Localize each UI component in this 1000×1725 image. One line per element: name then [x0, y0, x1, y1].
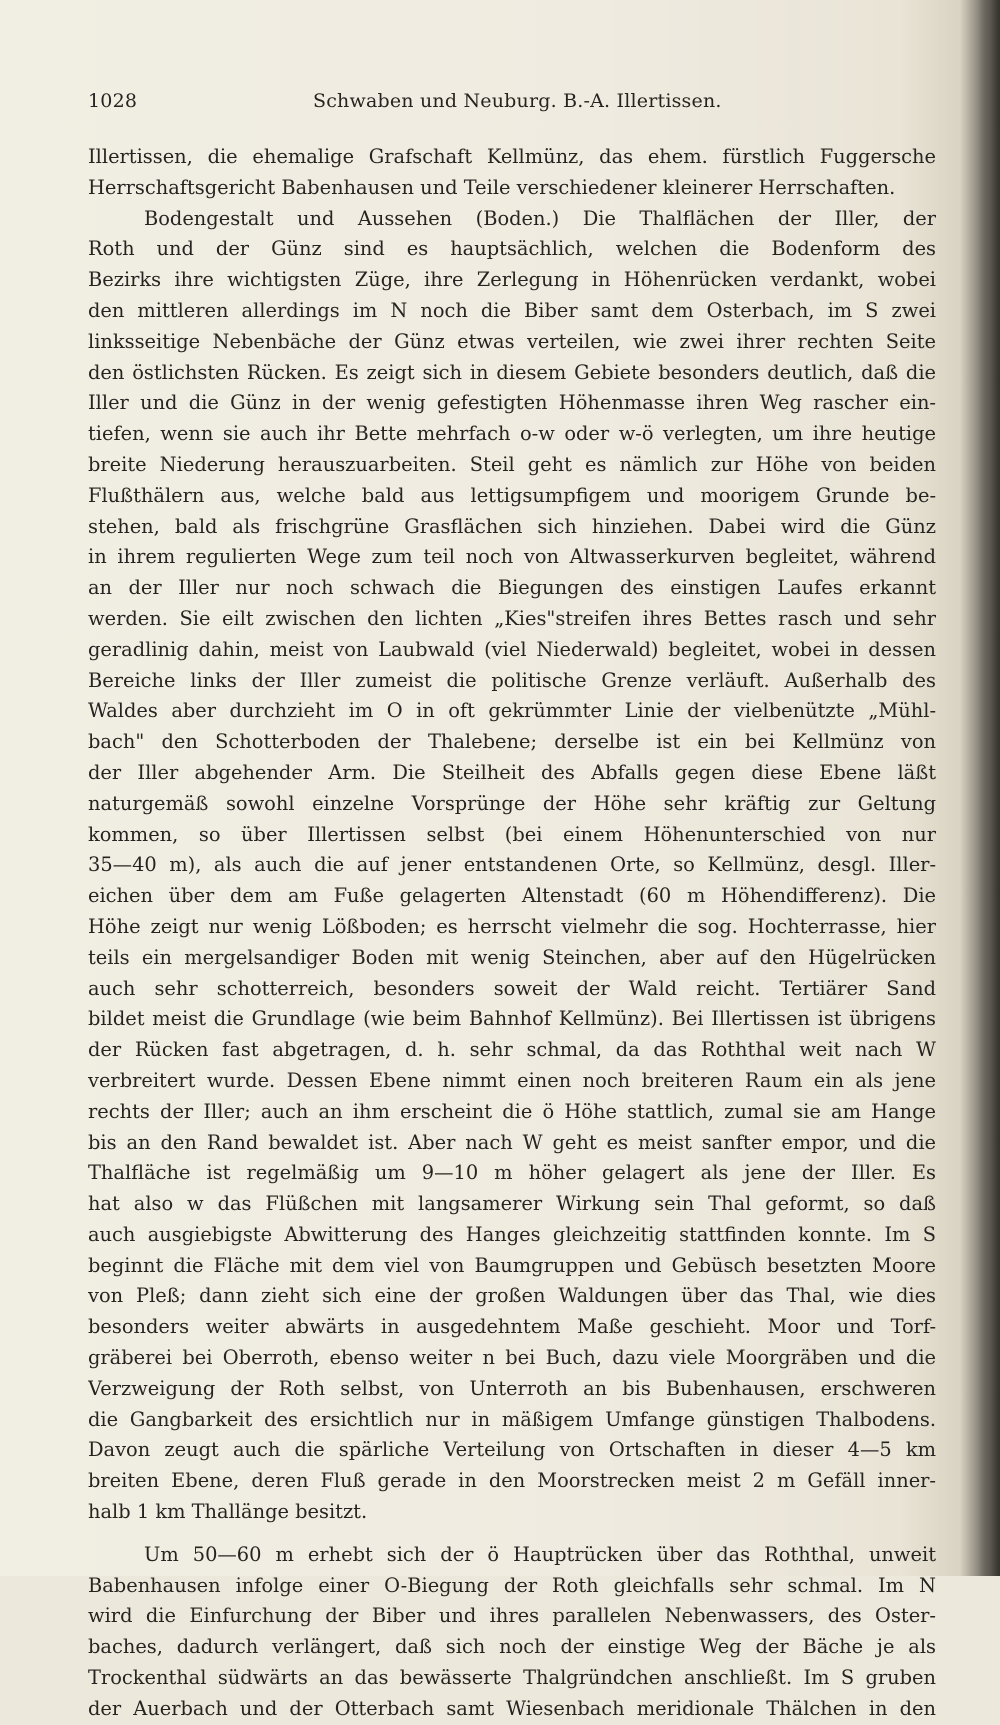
- text-line: der Rücken fast abgetragen, d. h. sehr schmal, da das Roththal weit nach W: [88, 1038, 936, 1062]
- text-line: auch sehr schotterreich, besonders soweit der Wald reicht. Tertiärer Sand: [88, 976, 936, 1000]
- text-line: 35—40 m), als auch die auf jener entstandenen Orte, so Kellmünz, desgl. Iller-: [88, 853, 936, 877]
- text-line: Um 50—60 m erhebt sich der ö Hauptrücken über das Roththal, unweit: [144, 1542, 936, 1566]
- text-line: werden. Sie eilt zwischen den lichten „Kies"streifen ihres Bettes rasch und sehr: [88, 606, 936, 630]
- text-line: bis an den Rand bewaldet ist. Aber nach W geht es meist sanfter empor, und die: [88, 1130, 936, 1154]
- text-line: in ihrem regulierten Wege zum teil noch von Altwasserkurven begleitet, während: [88, 545, 936, 569]
- text-line: Verzweigung der Roth selbst, von Unterroth an bis Bubenhausen, erschweren: [88, 1376, 936, 1400]
- text-line: gräberei bei Oberroth, ebenso weiter n bei Buch, dazu viele Moorgräben und die: [88, 1346, 936, 1370]
- text-line: an der Iller nur noch schwach die Biegungen des einstigen Laufes erkannt: [88, 576, 936, 600]
- paragraph: [88, 142, 936, 204]
- text-line: beginnt die Fläche mit dem viel von Baumgruppen und Gebüsch besetzten Moore: [88, 1253, 936, 1277]
- running-head: Schwaben und Neuburg. B.-A. Illertissen.: [313, 90, 722, 112]
- paragraph: [88, 1540, 936, 1725]
- page-number: 1028: [88, 90, 138, 112]
- page-header: [88, 90, 936, 120]
- text-line: Iller und die Günz in der wenig gefestigten Höhenmasse ihren Weg rascher ein-: [88, 391, 936, 415]
- text-line: Davon zeugt auch die spärliche Verteilung von Ortschaften in dieser 4—5 km: [88, 1438, 936, 1462]
- text-line: Thalfläche ist regelmäßig um 9—10 m höher gelagert als jene der Iller. Es: [88, 1161, 936, 1185]
- text-line: Bezirks ihre wichtigsten Züge, ihre Zerlegung in Höhenrücken verdankt, wobei: [88, 268, 936, 292]
- text-line: teils ein mergelsandiger Boden mit wenig Steinchen, aber auf den Hügelrücken: [88, 945, 936, 969]
- text-line: eichen über dem am Fuße gelagerten Altenstadt (60 m Höhendifferenz). Die: [88, 884, 936, 908]
- text-line: Bodengestalt und Aussehen (Boden.) Die Thalflächen der Iller, der: [144, 206, 936, 230]
- text-line: Trockenthal südwärts an das bewässerte Thalgründchen anschließt. Im S gruben: [88, 1666, 936, 1690]
- text-line: naturgemäß sowohl einzelne Vorsprünge der Höhe sehr kräftig zur Geltung: [88, 791, 936, 815]
- text-line: auch ausgiebigste Abwitterung des Hanges gleichzeitig stattfinden konnte. Im S: [88, 1222, 936, 1246]
- text-line: Waldes aber durchzieht im O in oft gekrümmter Linie der vielbenützte „Mühl-: [88, 699, 936, 723]
- text-line: breiten Ebene, deren Fluß gerade in den Moorstrecken meist 2 m Gefäll inner-: [88, 1469, 936, 1493]
- text-line: der Iller abgehender Arm. Die Steilheit des Abfalls gegen diese Ebene läßt: [88, 760, 936, 784]
- text-line: tiefen, wenn sie auch ihr Bette mehrfach o-w oder w-ö verlegten, um ihre heutige: [88, 422, 936, 446]
- text-line: Höhe zeigt nur wenig Lößboden; es herrscht vielmehr die sog. Hochterrasse, hier: [88, 914, 936, 938]
- text-line: bildet meist die Grundlage (wie beim Bahnhof Kellmünz). Bei Illertissen ist übrigens: [88, 1007, 936, 1031]
- body-text: [88, 142, 936, 1725]
- text-line: der Auerbach und der Otterbach samt Wiesenbach meridionale Thälchen in den: [88, 1696, 936, 1720]
- text-line: stehen, bald als frischgrüne Grasflächen sich hinziehen. Dabei wird die Günz: [88, 514, 936, 538]
- text-line: von Pleß; dann zieht sich eine der großen Waldungen über das Thal, wie dies: [88, 1284, 936, 1308]
- text-line: linksseitige Nebenbäche der Günz etwas verteilen, wie zwei ihrer rechten Seite: [88, 329, 936, 353]
- text-line: geradlinig dahin, meist von Laubwald (viel Niederwald) begleitet, wobei in dessen: [88, 637, 936, 661]
- text-line: Herrschaftsgericht Babenhausen und Teile verschiedener kleinerer Herrschaften.: [88, 175, 896, 199]
- text-line: die Gangbarkeit des ersichtlich nur in mäßigem Umfange günstigen Thalbodens.: [88, 1407, 936, 1431]
- text-line: halb 1 km Thallänge besitzt.: [88, 1500, 368, 1524]
- text-line: verbreitert wurde. Dessen Ebene nimmt einen noch breiteren Raum ein als jene: [88, 1068, 936, 1092]
- text-line: hat also w das Flüßchen mit langsamerer Wirkung sein Thal geformt, so daß: [88, 1192, 936, 1216]
- text-line: Flußthälern aus, welche bald aus lettigsumpfigem und moorigem Grunde be-: [88, 483, 936, 507]
- text-line: den östlichsten Rücken. Es zeigt sich in diesem Gebiete besonders deutlich, daß die: [88, 360, 936, 384]
- text-line: breite Niederung herauszuarbeiten. Steil geht es nämlich zur Höhe von beiden: [88, 452, 936, 476]
- text-line: bach" den Schotterboden der Thalebene; derselbe ist ein bei Kellmünz von: [88, 730, 936, 754]
- text-line: den mittleren allerdings im N noch die Biber samt dem Osterbach, im S zwei: [88, 298, 936, 322]
- text-line: besonders weiter abwärts in ausgedehntem Maße geschieht. Moor und Torf-: [88, 1315, 936, 1339]
- text-line: wird die Einfurchung der Biber und ihres parallelen Nebenwassers, des Oster-: [88, 1604, 936, 1628]
- text-line: kommen, so über Illertissen selbst (bei einem Höhenunterschied von nur: [88, 822, 936, 846]
- book-spine-shadow: [978, 0, 1000, 1576]
- text-line: Illertissen, die ehemalige Grafschaft Kellmünz, das ehem. fürstlich Fuggersche: [88, 145, 936, 168]
- text-line: Babenhausen infolge einer O-Biegung der Roth gleichfalls sehr schmal. Im N: [88, 1573, 936, 1597]
- text-line: Roth und der Günz sind es hauptsächlich, welchen die Bodenform des: [88, 237, 936, 261]
- text-line: Bereiche links der Iller zumeist die politische Grenze verläuft. Außerhalb des: [88, 668, 936, 692]
- text-line: rechts der Iller; auch an ihm erscheint die ö Höhe stattlich, zumal sie am Hange: [88, 1099, 936, 1123]
- paragraph: [88, 204, 936, 1528]
- text-line: baches, dadurch verlängert, daß sich noch der einstige Weg der Bäche je als: [88, 1635, 936, 1659]
